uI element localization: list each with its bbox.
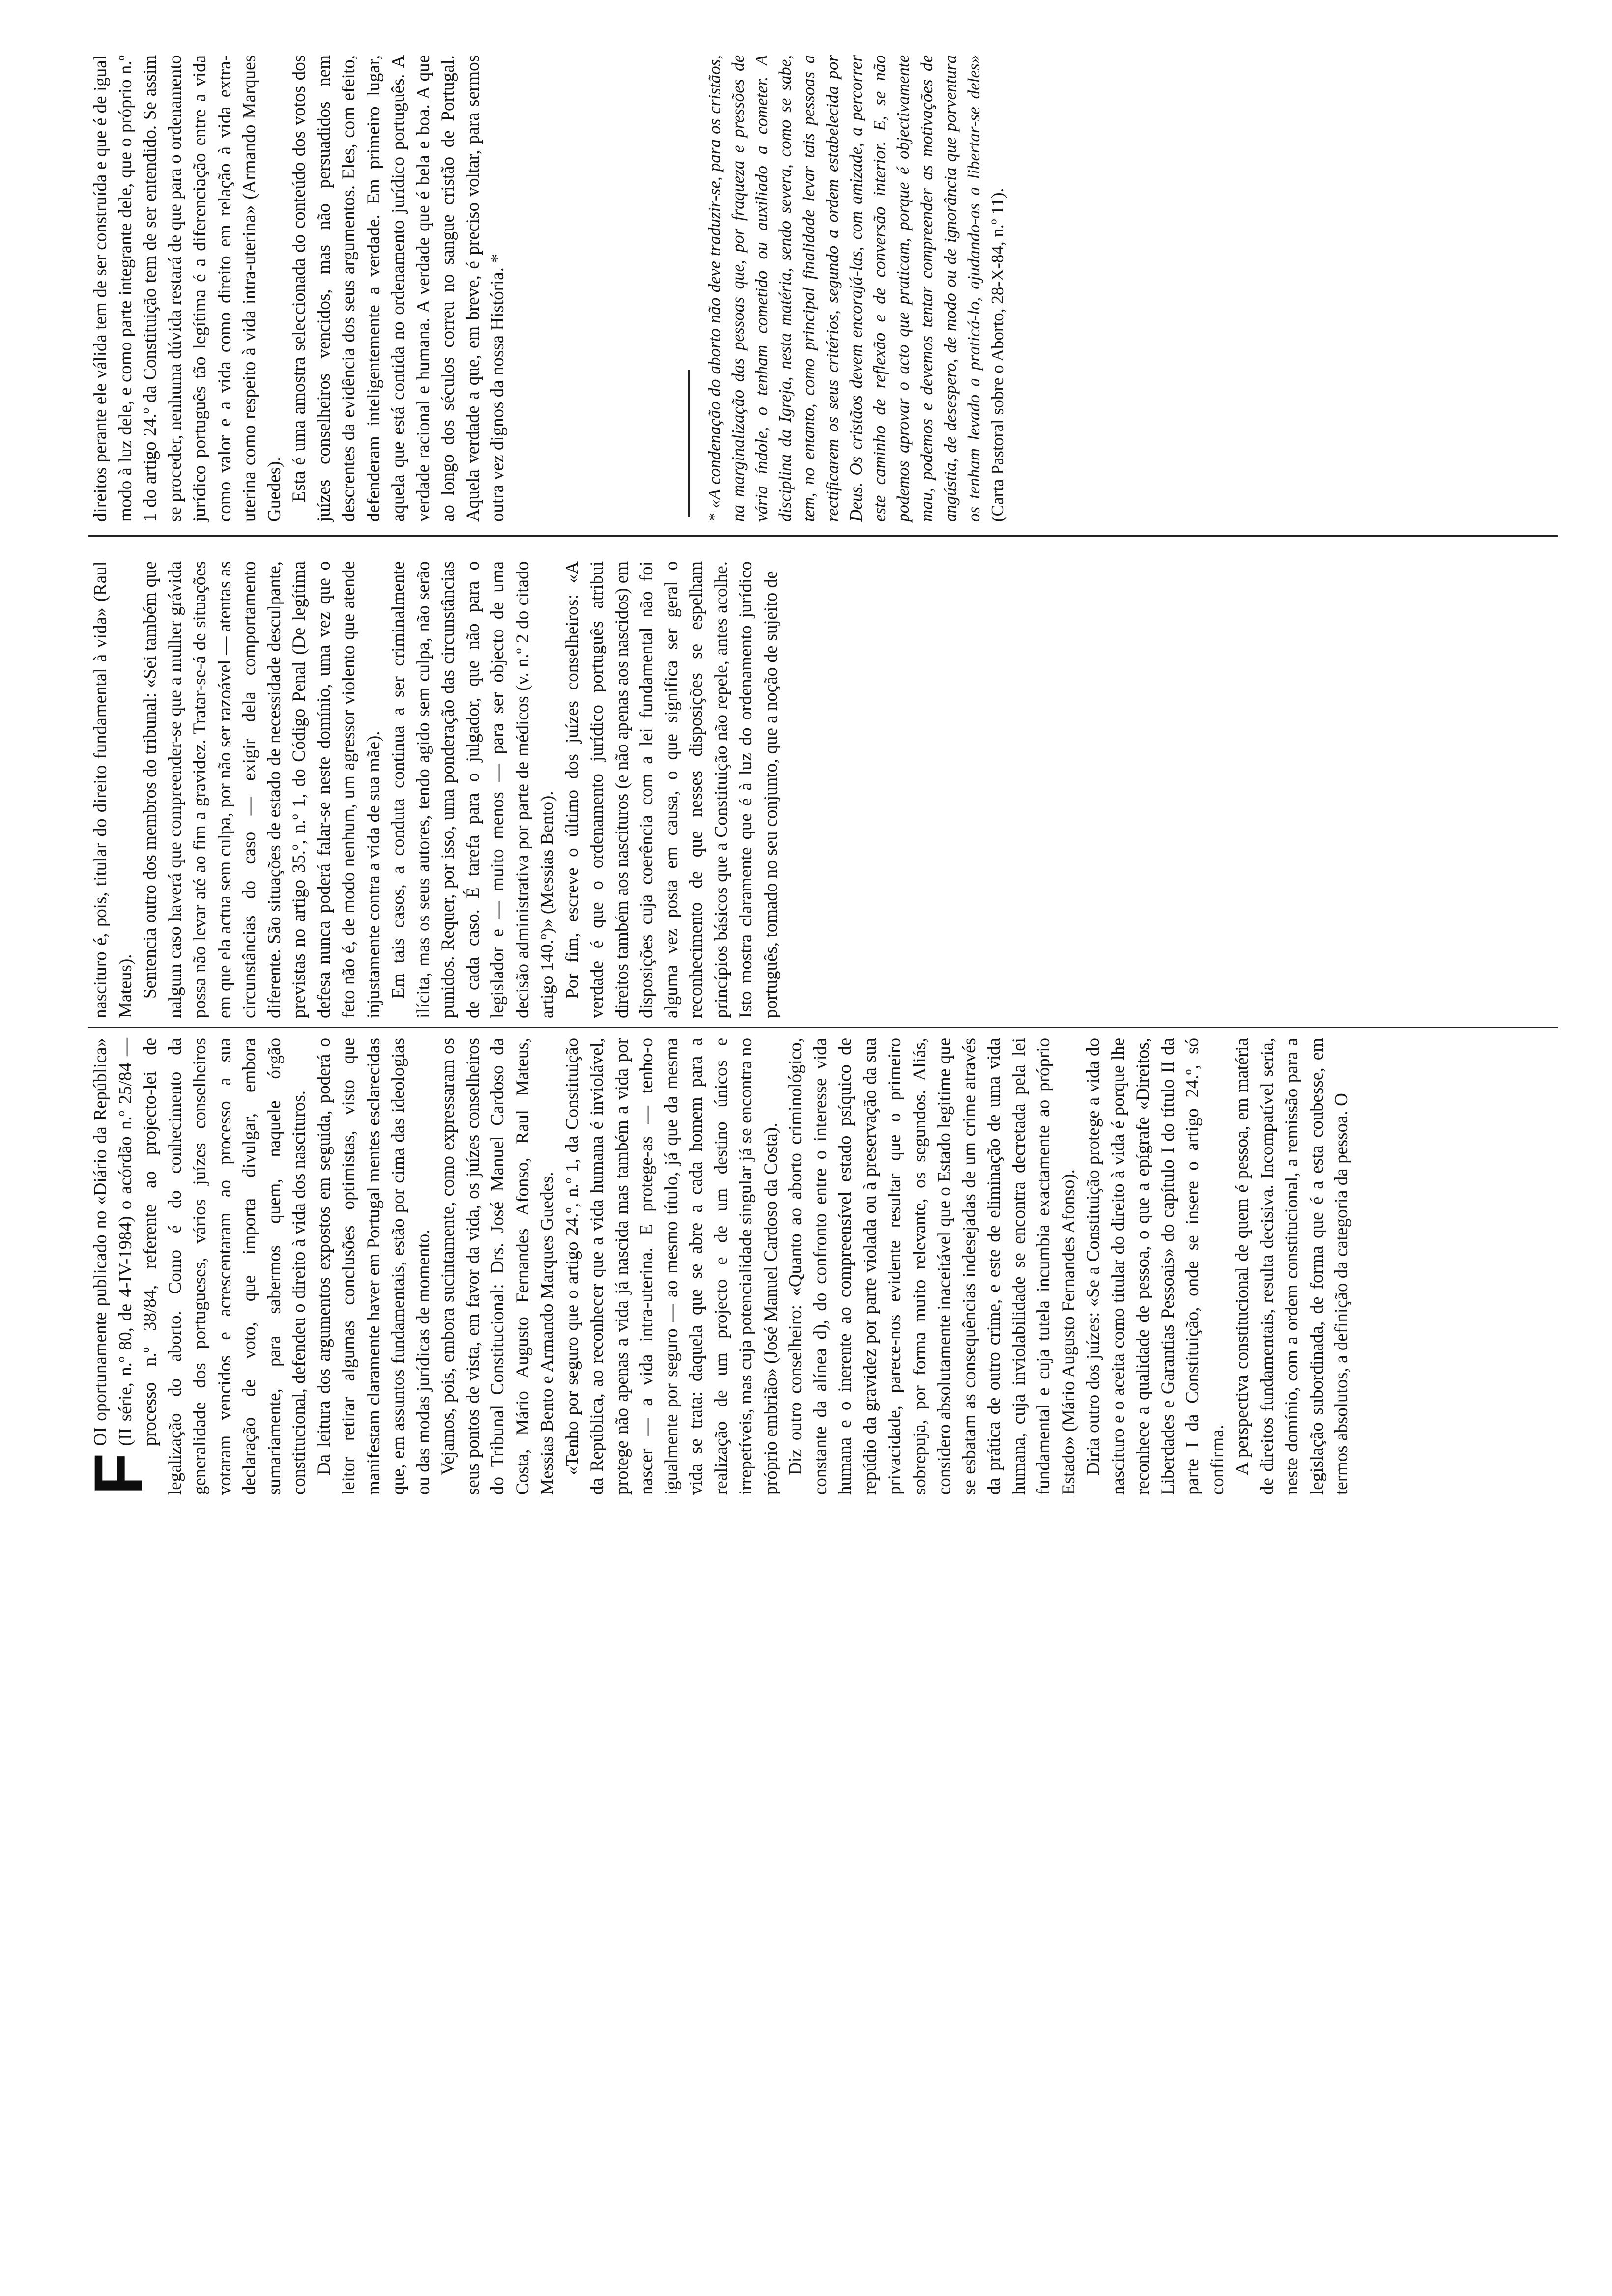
- article-paragraph: «Tenho por seguro que o artigo 24.º, n.º 1, da Constituição da República, ao reconhecer que a vida humana é inviolável, protege não apenas a vida já nascida mas também a vida por nascer — a vida intra-uterina. E protege-as — tenho-o igualmente por seguro — ao mesmo título, já que da mesma vida se trata: daquela que se abre a cada homem para a realização de um projecto e de um destino únicos e irrepetíveis, mas cuja potencialidade singular já se encontra no próprio embrião» (José Manuel Cardoso da Costa).: [562, 1038, 781, 1495]
- column-divider: [88, 535, 1558, 537]
- article-paragraph: Esta é uma amostra seleccionada do conteúdo dos votos dos juízes conselheiros vencidos, mas não persuadidos nem descrentes da evidência dos seus argumentos. Eles, com efeito, defenderam inteligentemente a verdade. Em primeiro lugar, aquela que está contida no ordenamento jurídico português. A verdade racional e humana. A verdade que é bela e boa. A que ao longo dos séculos correu no sangue cristão de Portugal. Aquela verdade a que, em breve, é preciso voltar, para sermos outra vez dignos da nossa História. *: [289, 55, 508, 522]
- article-column-3: [88, 55, 678, 522]
- article-paragraph: Diz outro conselheiro: «Quanto ao aborto criminológico, constante da alínea d), do confronto entre o interesse vida humana e o inerente ao compreensível estado psíquico de repúdio da gravidez por parte violada ou à preservação da sua privacidade, parece-nos evidente resultar que o primeiro sobrepuja, por forma muito relevante, os segundos. Aliás, considero absolutamente inaceitável que o Estado legitime que se esbatam as consequências indesejadas de um crime através da prática de outro crime, e este de eliminação de uma vida humana, cuja inviolabilidade se encontra decretada pela lei fundamental e cuja tutela incumbia exactamente ao próprio Estado» (Mário Augusto Fernandes Afonso).: [785, 1038, 1079, 1495]
- column-divider: [88, 1027, 1558, 1028]
- article-paragraph: Da leitura dos argumentos expostos em seguida, poderá o leitor retirar algumas conclusões optimistas, visto que manifestam claramente haver em Portugal mentes esclarecidas que, em assuntos fundamentais, estão por cima das ideologias ou das modas jurídicas de momento.: [314, 1038, 433, 1495]
- footnote-divider: [688, 370, 690, 517]
- footnote: [703, 55, 1558, 522]
- footnote-text: * «A condenação do aborto não deve traduzir-se, para os cristãos, na marginalização das pessoas que, por fraqueza e pressões de vária índole, o tenham cometido ou auxiliado a cometer. A disciplina da Igreja, nesta matéria, sendo severa, como se sabe, tem, no entanto, como principal finalidade levar tais pessoas a rectificarem os seus critérios, segundo a ordem estabelecida por Deus. Os cristãos devem encorajá-las, com amizade, a percorrer este caminho de reflexão e de conversão interior. E, se não podemos aprovar o acto que praticam, porque é objectivamente mau, podemos e devemos tentar compreender as motivações de angústia, de desespero, de modo ou de ignorância que porventura os tenham levado a praticá-lo, ajudando-as a libertar-se deles»: [705, 55, 983, 522]
- article-paragraph: OI oportunamente publicado no «Diário da República» (II série, n.º 80, de 4-IV-1984) o acórdão n.º 25/84 — processo n.º 38/84, referente ao projecto-lei de legalização do aborto. Como é do conhecimento da generalidade dos portugueses, vários juízes conselheiros votaram vencidos e acrescentaram ao processo a sua declaração de voto, que importa divulgar, embora sumariamente, para sabermos quem, naquele órgão constitucional, defendeu o direito à vida dos nascituros.: [90, 1038, 309, 1495]
- article-paragraph: Diria outro dos juízes: «Se a Constituição protege a vida do nascituro e o aceita como titular do direito à vida é porque lhe reconhece a qualidade de pessoa, o que a epígrafe «Direitos, Liberdades e Garantias Pessoais» do capítulo I do título II da parte I da Constituição, onde se insere o artigo 24.º, só confirma.: [1083, 1038, 1228, 1495]
- footnote-source: (Carta Pastoral sobre o Aborto, 28-X-84, n.º 11).: [988, 188, 1007, 522]
- article-paragraph: nascituro é, pois, titular do direito fundamental à vida» (Raul Mateus).: [90, 561, 136, 1018]
- article-paragraph: direitos perante ele válida tem de ser construída e que é de igual modo à luz dele, e como parte integrante dele, que o próprio n.º 1 do artigo 24.º da Constituição tem de ser entendido. Se assim se proceder, nenhuma dúvida restará de que para o ordenamento jurídico português tão legítima é a diferenciação entre a vida como valor e a vida como direito em relação à vida extra-uterina como respeito à vida intra-uterina» (Armando Marques Guedes).: [90, 55, 285, 522]
- article-paragraph: Vejamos, pois, embora sucintamente, como expressaram os seus pontos de vista, em favor da vida, os juízes conselheiros do Tribunal Constitucional: Drs. José Manuel Cardoso da Costa, Mário Augusto Fernandes Afonso, Raul Mateus, Messias Bento e Armando Marques Guedes.: [438, 1038, 557, 1495]
- article-paragraph: Em tais casos, a conduta continua a ser criminalmente ilícita, mas os seus autores, tendo agido sem culpa, não serão punidos. Requer, por isso, uma ponderação das circunstâncias de cada caso. É tarefa para o julgador, que não para o legislador e — muito menos — para ser objecto de uma decisão administrativa por parte de médicos (v. n.º 2 do citado artigo 140.º)» (Messias Bento).: [388, 561, 557, 1018]
- article-paragraph: Sentencia outro dos membros do tribunal: «Sei também que nalgum caso haverá que compreender-se que a mulher grávida possa não levar até ao fim a gravidez. Tratar-se-á de situações em que ela actua sem culpa, por não ser razoável — atentas as circunstâncias do caso — exigir dela comportamento diferente. São situações de estado de necessidade desculpante, previstas no artigo 35.º, n.º 1, do Código Penal (De legítima defesa nunca poderá falar-se neste domínio, uma vez que o feto não é, de modo nenhum, um agressor violento que atende injustamente contra a vida de sua mãe).: [140, 561, 384, 1018]
- article-paragraph: Por fim, escreve o último dos juízes conselheiros: «A verdade é que o ordenamento jurídico português atribui direitos também aos nascituros (e não apenas aos nascidos) em disposições cuja coerência com a lei fundamental não foi alguma vez posta em causa, o que significa ser geral o reconhecimento de que nesses disposições se espelham princípios básicos que a Constituição não repele, antes acolhe. Isto mostra claramente que é à luz do ordenamento jurídico português, tomado no seu conjunto, que a noção de sujeito de: [562, 561, 781, 1018]
- article-paragraph: A perspectiva constitucional de quem é pessoa, em matéria de direitos fundamentais, resulta decisiva. Incompatível seria, neste domínio, com a ordem constitucional, a remissão para a legislação subordinada, de forma que é a esta coubesse, em termos absolutos, a definição da categoria da pessoa. O: [1232, 1038, 1352, 1495]
- drop-cap: F: [80, 1453, 157, 1495]
- article-column-2: [88, 561, 781, 1018]
- article-column-1: [80, 1038, 1563, 1495]
